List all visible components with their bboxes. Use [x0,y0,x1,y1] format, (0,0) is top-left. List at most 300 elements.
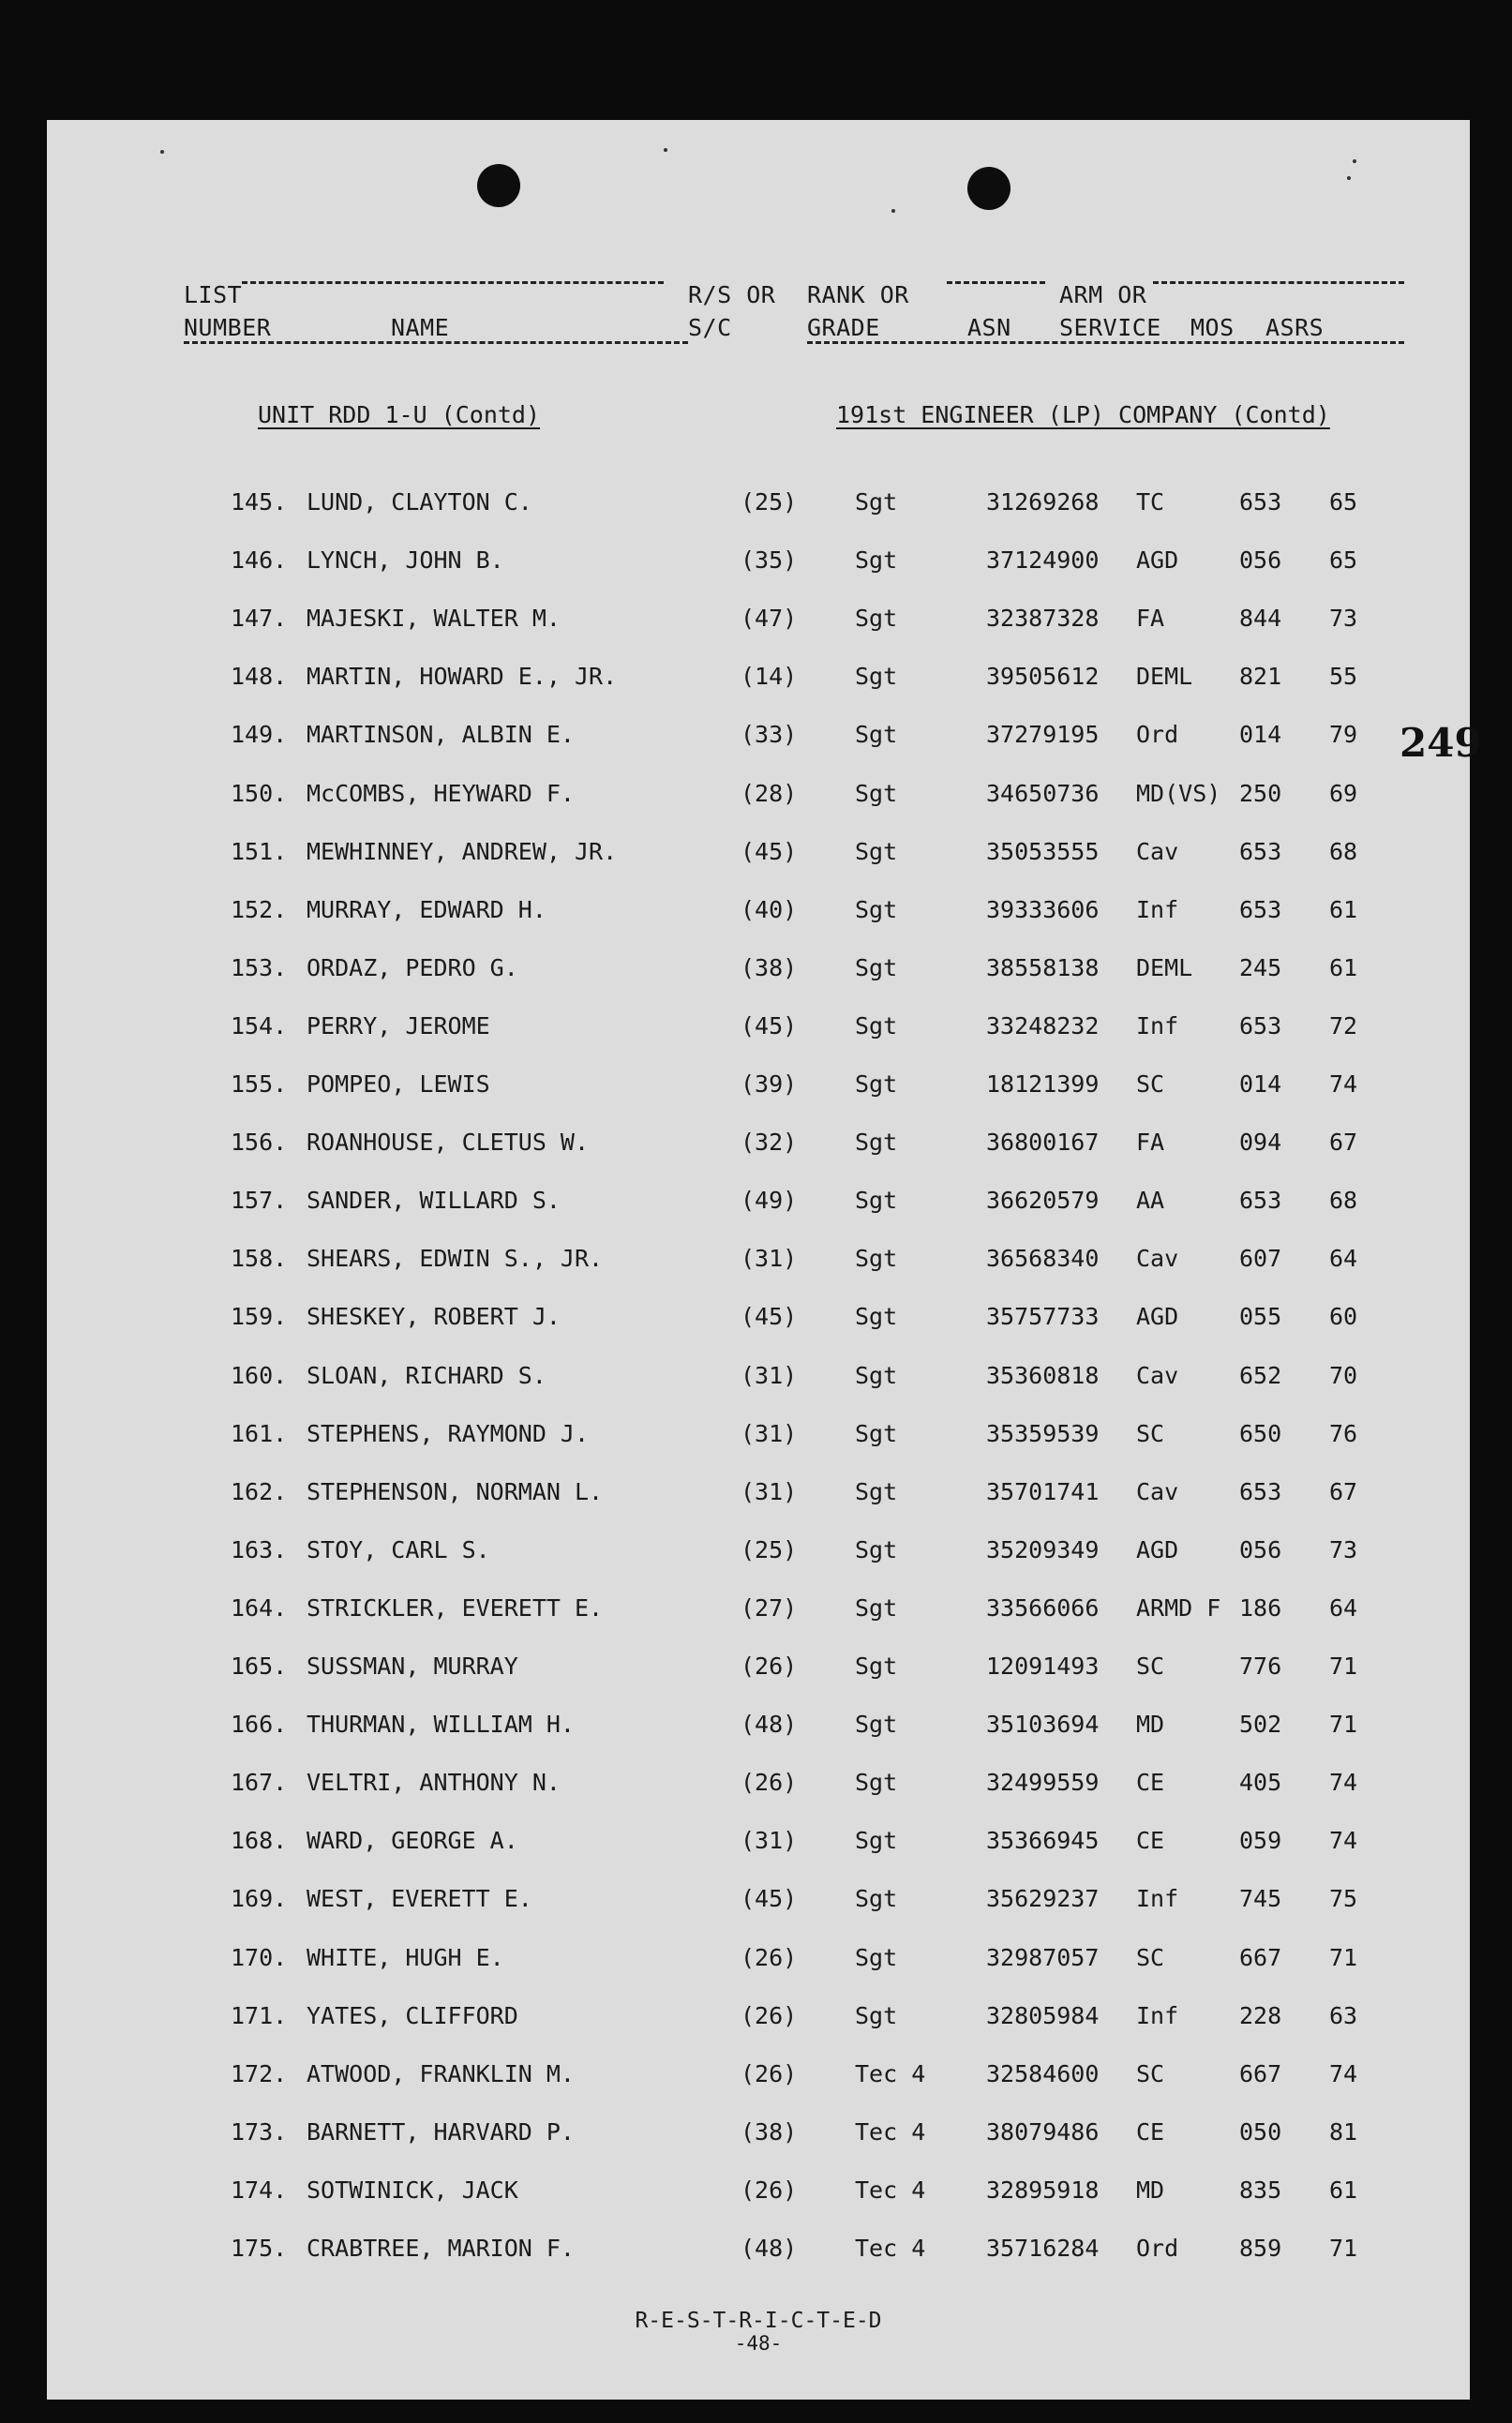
cell-mos: 653 [1239,895,1282,923]
header-rank-label: RANK OR [807,281,909,308]
table-row [47,896,1470,934]
cell-rs: (45) [741,837,798,865]
cell-service: Cav [1136,1245,1179,1273]
cell-mos: 250 [1239,779,1282,807]
cell-name: THURMAN, WILLIAM H. [307,1711,575,1739]
cell-mos: 821 [1239,663,1282,691]
table-row [47,1187,1470,1224]
cell-grade: Sgt [855,953,898,981]
cell-mos: 055 [1239,1303,1282,1331]
speck [664,148,667,152]
cell-rs: (14) [741,663,798,691]
cell-service: DEML [1136,953,1193,981]
header-asn-label: ASN [967,314,1011,341]
header-sc-label: S/C [688,314,732,341]
cell-asn: 37279195 [986,721,1100,749]
cell-asn: 39333606 [986,895,1100,923]
header-rule-top-right [1153,281,1404,284]
cell-num: 175. [231,2235,288,2262]
cell-grade: Tec 4 [855,2117,926,2146]
cell-rs: (49) [741,1187,798,1215]
cell-asrs: 73 [1329,605,1358,633]
cell-num: 149. [231,721,288,749]
cell-asn: 36568340 [986,1245,1100,1273]
cell-asrs: 76 [1329,1419,1358,1447]
cell-rs: (48) [741,2235,798,2262]
cell-asrs: 68 [1329,1187,1358,1215]
cell-num: 152. [231,895,288,923]
cell-name: SLOAN, RICHARD S. [307,1361,546,1389]
cell-service: MD [1136,2176,1165,2204]
cell-asrs: 65 [1329,488,1358,516]
cell-service: CE [1136,1769,1165,1797]
cell-rs: (38) [741,953,798,981]
cell-mos: 653 [1239,837,1282,865]
header-asrs-label: ASRS [1265,314,1325,341]
cell-num: 147. [231,605,288,633]
cell-asn: 36620579 [986,1187,1100,1215]
cell-mos: 667 [1239,1943,1282,1971]
cell-name: BARNETT, HARVARD P. [307,2117,575,2146]
cell-asn: 35103694 [986,1711,1100,1739]
cell-num: 158. [231,1245,288,1273]
cell-service: SC [1136,1653,1165,1680]
cell-asn: 35359539 [986,1419,1100,1447]
cell-service: AGD [1136,546,1179,575]
cell-rs: (25) [741,488,798,516]
cell-rs: (26) [741,2001,798,2029]
page-stamp-number: 249 [1400,720,1482,766]
cell-rs: (26) [741,2059,798,2087]
cell-mos: 228 [1239,2001,1282,2029]
cell-num: 172. [231,2059,288,2087]
cell-name: ROANHOUSE, CLETUS W. [307,1129,590,1157]
cell-asrs: 64 [1329,1245,1358,1273]
cell-rs: (33) [741,721,798,749]
cell-asn: 31269268 [986,488,1100,516]
cell-num: 151. [231,837,288,865]
cell-asrs: 61 [1329,953,1358,981]
cell-asrs: 71 [1329,1943,1358,1971]
cell-name: LYNCH, JOHN B. [307,546,504,575]
cell-asrs: 79 [1329,721,1358,749]
cell-rs: (38) [741,2117,798,2146]
header-mos-label: MOS [1190,314,1235,341]
table-row [47,1594,1470,1632]
cell-service: FA [1136,605,1165,633]
cell-name: MURRAY, EDWARD H. [307,895,546,923]
header-name-label: NAME [391,314,450,341]
cell-rs: (31) [741,1245,798,1273]
cell-grade: Sgt [855,1653,898,1680]
cell-name: McCOMBS, HEYWARD F. [307,779,575,807]
cell-num: 159. [231,1303,288,1331]
cell-name: WHITE, HUGH E. [307,1943,504,1971]
cell-asrs: 63 [1329,2001,1358,2029]
section-unit-title: UNIT RDD 1-U (Contd) [258,401,541,428]
cell-rs: (47) [741,605,798,633]
cell-name: SHESKEY, ROBERT J. [307,1303,561,1331]
cell-service: ARMD F [1136,1593,1221,1622]
table-row [47,1536,1470,1574]
cell-mos: 014 [1239,721,1282,749]
table-row [47,1653,1470,1690]
cell-num: 174. [231,2176,288,2204]
cell-asn: 32499559 [986,1769,1100,1797]
cell-num: 160. [231,1361,288,1389]
table-row [47,1885,1470,1922]
header-arm-label: ARM OR [1059,281,1147,308]
cell-rs: (26) [741,2176,798,2204]
header-rule-top-left [242,281,664,284]
cell-asn: 38079486 [986,2117,1100,2146]
cell-service: CE [1136,1827,1165,1855]
header-service-label: SERVICE [1059,314,1161,341]
header-rule-bottom-left [184,341,688,344]
cell-grade: Sgt [855,488,898,516]
table-row [47,2002,1470,2040]
cell-rs: (28) [741,779,798,807]
cell-mos: 050 [1239,2117,1282,2146]
cell-rs: (32) [741,1129,798,1157]
cell-asn: 18121399 [986,1070,1100,1098]
cell-service: AGD [1136,1535,1179,1563]
cell-grade: Sgt [855,1593,898,1622]
cell-mos: 094 [1239,1129,1282,1157]
cell-name: STEPHENSON, NORMAN L. [307,1477,604,1505]
cell-service: Ord [1136,2235,1179,2262]
cell-name: MARTINSON, ALBIN E. [307,721,575,749]
cell-asrs: 71 [1329,1653,1358,1680]
cell-rs: (45) [741,1885,798,1913]
header-grade-label: GRADE [807,314,880,341]
cell-asn: 32584600 [986,2059,1100,2087]
header-list-label: LIST [184,281,243,308]
cell-asrs: 81 [1329,2117,1358,2146]
restricted-classification: R-E-S-T-R-I-C-T-E-D [635,2309,882,2333]
cell-service: AGD [1136,1303,1179,1331]
header-rs-label: R/S OR [688,281,776,308]
cell-service: Inf [1136,1011,1179,1039]
cell-asn: 32987057 [986,1943,1100,1971]
cell-rs: (31) [741,1419,798,1447]
table-row [47,1303,1470,1340]
cell-grade: Sgt [855,1885,898,1913]
cell-rs: (26) [741,1769,798,1797]
punch-hole-right [967,167,1010,210]
cell-rs: (40) [741,895,798,923]
table-row [47,721,1470,758]
cell-num: 171. [231,2001,288,2029]
table-row [47,1362,1470,1399]
cell-asrs: 67 [1329,1477,1358,1505]
cell-asrs: 55 [1329,663,1358,691]
table-row [47,2176,1470,2214]
cell-grade: Sgt [855,1943,898,1971]
cell-asrs: 71 [1329,1711,1358,1739]
cell-num: 170. [231,1943,288,1971]
header-number-label: NUMBER [184,314,272,341]
cell-mos: 652 [1239,1361,1282,1389]
cell-service: TC [1136,488,1165,516]
cell-mos: 650 [1239,1419,1282,1447]
speck [891,209,895,213]
cell-grade: Sgt [855,1187,898,1215]
cell-grade: Sgt [855,837,898,865]
cell-mos: 502 [1239,1711,1282,1739]
cell-mos: 056 [1239,1535,1282,1563]
cell-asrs: 61 [1329,2176,1358,2204]
cell-name: POMPEO, LEWIS [307,1070,490,1098]
cell-service: SC [1136,1070,1165,1098]
cell-grade: Sgt [855,779,898,807]
cell-num: 146. [231,546,288,575]
table-row [47,488,1470,526]
cell-service: Cav [1136,1361,1179,1389]
cell-grade: Tec 4 [855,2176,926,2204]
cell-asrs: 74 [1329,2059,1358,2087]
cell-grade: Sgt [855,1711,898,1739]
cell-asn: 35701741 [986,1477,1100,1505]
header-rule-bottom-right [807,341,1404,344]
table-row [47,1129,1470,1166]
cell-name: SUSSMAN, MURRAY [307,1653,518,1680]
cell-grade: Sgt [855,663,898,691]
table-row [47,1711,1470,1748]
table-row [47,2118,1470,2156]
cell-name: SHEARS, EDWIN S., JR. [307,1245,604,1273]
cell-grade: Sgt [855,1070,898,1098]
cell-asn: 33566066 [986,1593,1100,1622]
cell-grade: Sgt [855,1419,898,1447]
cell-asrs: 60 [1329,1303,1358,1331]
cell-asrs: 73 [1329,1535,1358,1563]
cell-name: SANDER, WILLARD S. [307,1187,561,1215]
cell-num: 169. [231,1885,288,1913]
cell-num: 150. [231,779,288,807]
cell-mos: 859 [1239,2235,1282,2262]
cell-service: AA [1136,1187,1165,1215]
cell-mos: 245 [1239,953,1282,981]
table-row [47,546,1470,584]
table-row [47,1070,1470,1108]
cell-grade: Sgt [855,895,898,923]
cell-num: 164. [231,1593,288,1622]
cell-num: 166. [231,1711,288,1739]
cell-mos: 186 [1239,1593,1282,1622]
cell-rs: (35) [741,546,798,575]
cell-grade: Sgt [855,546,898,575]
cell-grade: Tec 4 [855,2059,926,2087]
cell-name: STEPHENS, RAYMOND J. [307,1419,590,1447]
cell-asn: 36800167 [986,1129,1100,1157]
table-row [47,838,1470,875]
cell-num: 163. [231,1535,288,1563]
cell-num: 161. [231,1419,288,1447]
cell-name: PERRY, JEROME [307,1011,490,1039]
cell-name: WEST, EVERETT E. [307,1885,532,1913]
cell-mos: 776 [1239,1653,1282,1680]
cell-service: Inf [1136,1885,1179,1913]
table-row [47,2060,1470,2098]
cell-service: Inf [1136,2001,1179,2029]
cell-asn: 35757733 [986,1303,1100,1331]
cell-asn: 12091493 [986,1653,1100,1680]
cell-grade: Sgt [855,1245,898,1273]
cell-grade: Sgt [855,1535,898,1563]
section-company-title: 191st ENGINEER (LP) COMPANY (Contd) [836,401,1330,428]
cell-num: 165. [231,1653,288,1680]
cell-name: ATWOOD, FRANKLIN M. [307,2059,575,2087]
cell-mos: 835 [1239,2176,1282,2204]
cell-mos: 653 [1239,1477,1282,1505]
cell-service: SC [1136,2059,1165,2087]
table-row [47,1827,1470,1864]
cell-rs: (45) [741,1011,798,1039]
cell-asn: 32895918 [986,2176,1100,2204]
speck [1353,159,1356,163]
cell-rs: (25) [741,1535,798,1563]
cell-mos: 653 [1239,1187,1282,1215]
table-row [47,1245,1470,1282]
header-rule-top-mid [947,281,1045,284]
cell-asn: 38558138 [986,953,1100,981]
cell-asn: 35053555 [986,837,1100,865]
cell-name: CRABTREE, MARION F. [307,2235,575,2262]
cell-asn: 34650736 [986,779,1100,807]
cell-num: 153. [231,953,288,981]
cell-name: YATES, CLIFFORD [307,2001,518,2029]
cell-mos: 056 [1239,546,1282,575]
cell-name: MEWHINNEY, ANDREW, JR. [307,837,618,865]
cell-name: WARD, GEORGE A. [307,1827,518,1855]
cell-name: MAJESKI, WALTER M. [307,605,561,633]
cell-num: 155. [231,1070,288,1098]
cell-rs: (27) [741,1593,798,1622]
cell-num: 156. [231,1129,288,1157]
cell-service: Cav [1136,1477,1179,1505]
table-row [47,663,1470,700]
table-row [47,605,1470,642]
speck [160,150,164,154]
cell-num: 162. [231,1477,288,1505]
table-row [47,954,1470,992]
table-row [47,1420,1470,1458]
cell-name: MARTIN, HOWARD E., JR. [307,663,618,691]
cell-asn: 32805984 [986,2001,1100,2029]
cell-rs: (26) [741,1943,798,1971]
cell-asrs: 70 [1329,1361,1358,1389]
document-page [47,120,1482,2400]
cell-asrs: 69 [1329,779,1358,807]
cell-rs: (26) [741,1653,798,1680]
cell-rs: (39) [741,1070,798,1098]
cell-asrs: 72 [1329,1011,1358,1039]
cell-grade: Sgt [855,721,898,749]
cell-asrs: 67 [1329,1129,1358,1157]
cell-asn: 33248232 [986,1011,1100,1039]
cell-grade: Sgt [855,1827,898,1855]
cell-rs: (31) [741,1477,798,1505]
table-row [47,1944,1470,1982]
cell-mos: 667 [1239,2059,1282,2087]
cell-asn: 32387328 [986,605,1100,633]
cell-asrs: 71 [1329,2235,1358,2262]
cell-service: DEML [1136,663,1193,691]
cell-mos: 405 [1239,1769,1282,1797]
cell-num: 148. [231,663,288,691]
cell-name: STOY, CARL S. [307,1535,490,1563]
cell-mos: 014 [1239,1070,1282,1098]
table-row [47,1769,1470,1806]
cell-grade: Sgt [855,605,898,633]
cell-service: SC [1136,1419,1165,1447]
table-row [47,1478,1470,1516]
cell-mos: 653 [1239,1011,1282,1039]
cell-asn: 37124900 [986,546,1100,575]
cell-asn: 35716284 [986,2235,1100,2262]
table-row [47,2235,1470,2272]
cell-mos: 607 [1239,1245,1282,1273]
cell-rs: (45) [741,1303,798,1331]
cell-asrs: 74 [1329,1070,1358,1098]
cell-grade: Sgt [855,1361,898,1389]
table-row [47,1012,1470,1050]
cell-service: Ord [1136,721,1179,749]
cell-asrs: 74 [1329,1769,1358,1797]
cell-grade: Sgt [855,1769,898,1797]
cell-mos: 059 [1239,1827,1282,1855]
cell-service: Cav [1136,837,1179,865]
cell-grade: Sgt [855,1011,898,1039]
cell-rs: (31) [741,1361,798,1389]
cell-name: LUND, CLAYTON C. [307,488,532,516]
cell-name: VELTRI, ANTHONY N. [307,1769,561,1797]
cell-num: 167. [231,1769,288,1797]
cell-service: SC [1136,1943,1165,1971]
cell-service: FA [1136,1129,1165,1157]
cell-num: 168. [231,1827,288,1855]
cell-grade: Sgt [855,1477,898,1505]
cell-asrs: 61 [1329,895,1358,923]
speck [1347,176,1351,180]
cell-rs: (48) [741,1711,798,1739]
cell-name: SOTWINICK, JACK [307,2176,518,2204]
cell-grade: Sgt [855,1129,898,1157]
cell-service: CE [1136,2117,1165,2146]
cell-service: Inf [1136,895,1179,923]
cell-mos: 844 [1239,605,1282,633]
cell-num: 154. [231,1011,288,1039]
cell-rs: (31) [741,1827,798,1855]
punch-hole-left [477,164,520,207]
cell-service: MD(VS) [1136,779,1221,807]
cell-name: ORDAZ, PEDRO G. [307,953,518,981]
cell-num: 173. [231,2117,288,2146]
cell-asn: 35629237 [986,1885,1100,1913]
table-row [47,780,1470,817]
cell-asrs: 64 [1329,1593,1358,1622]
cell-num: 157. [231,1187,288,1215]
cell-mos: 653 [1239,488,1282,516]
cell-asn: 35209349 [986,1535,1100,1563]
cell-num: 145. [231,488,288,516]
cell-grade: Tec 4 [855,2235,926,2262]
cell-asn: 39505612 [986,663,1100,691]
cell-mos: 745 [1239,1885,1282,1913]
cell-asrs: 68 [1329,837,1358,865]
cell-asrs: 65 [1329,546,1358,575]
